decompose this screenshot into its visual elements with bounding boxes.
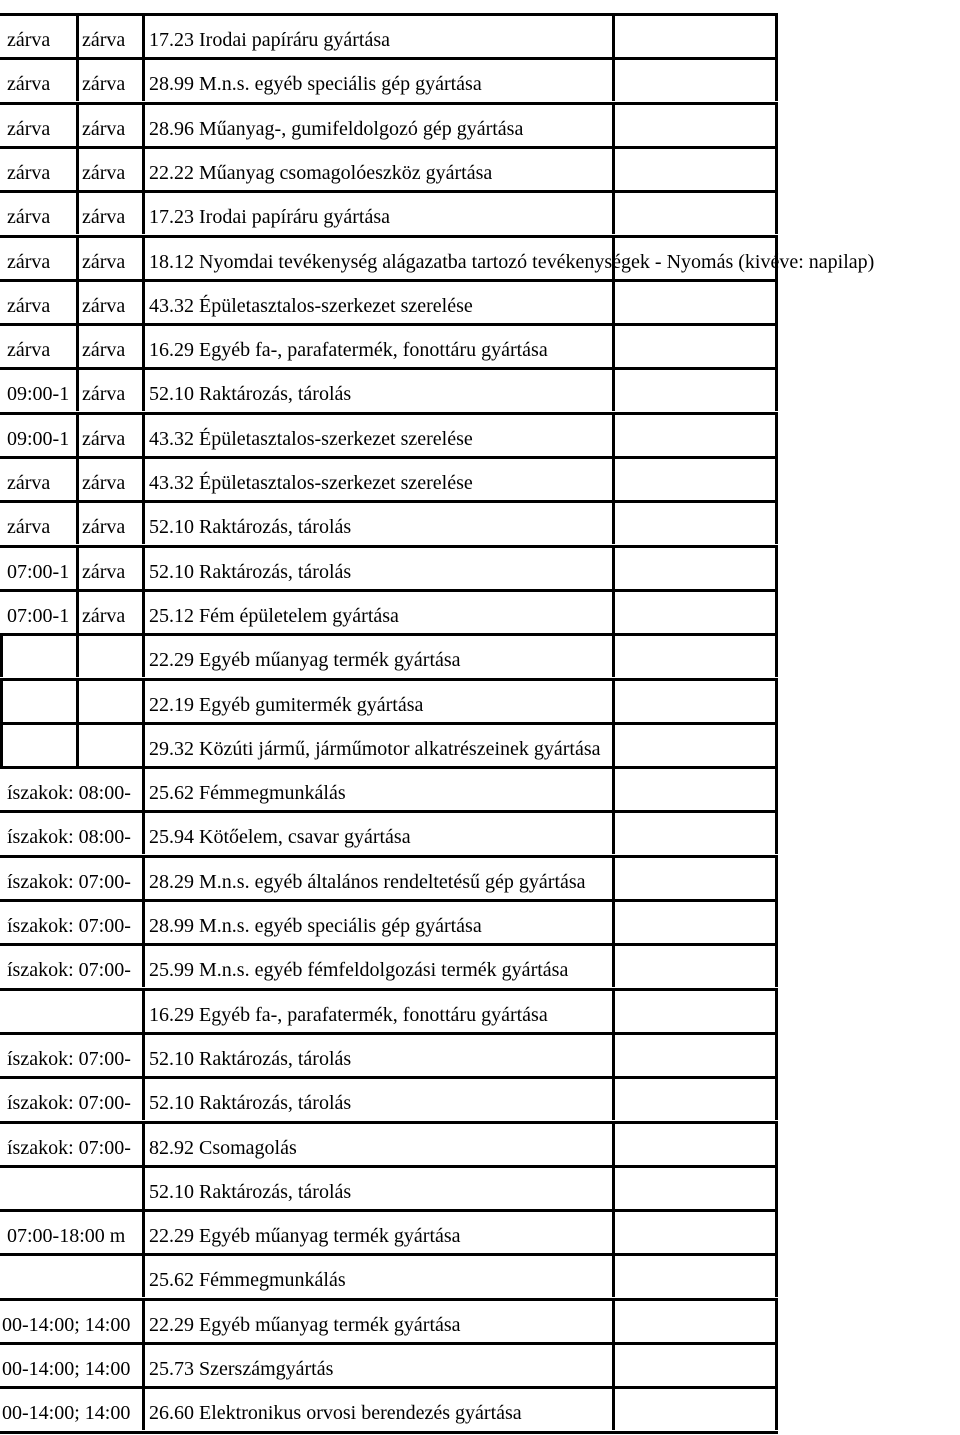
empty-cell — [612, 855, 778, 899]
activity-cell — [142, 367, 612, 411]
table-row — [0, 1253, 960, 1297]
empty-cell — [612, 456, 778, 500]
empty-cell — [612, 57, 778, 101]
activity-cell-text: 25.12 Fém épületelem gyártása — [149, 605, 399, 627]
activity-cell — [142, 190, 612, 234]
activity-cell-text: 43.32 Épületasztalos-szerkezet szerelése — [149, 428, 473, 450]
hours-cell-1 — [0, 412, 76, 456]
hours-cell-1 — [0, 678, 76, 722]
hours-merged-cell-text: 00-14:00; 14:00 — [2, 1358, 131, 1380]
empty-cell — [612, 1076, 778, 1120]
activity-cell-text: 17.23 Irodai papíráru gyártása — [149, 29, 391, 51]
table-row — [0, 279, 960, 323]
table-row — [0, 412, 960, 456]
empty-cell — [612, 1253, 778, 1297]
hours-cell-1-text: zárva — [7, 295, 51, 317]
activity-cell-text: 43.32 Épületasztalos-szerkezet szerelése — [149, 295, 473, 317]
activity-cell — [142, 456, 612, 500]
activity-cell-text: 28.96 Műanyag-, gumifeldolgozó gép gyártása — [149, 118, 524, 140]
activity-cell-text: 22.29 Egyéb műanyag termék gyártása — [149, 1225, 461, 1247]
hours-cell-2 — [76, 456, 142, 500]
empty-cell — [612, 412, 778, 456]
empty-cell — [612, 899, 778, 943]
activity-cell-text: 28.29 M.n.s. egyéb általános rendeltetésű gép gyártása — [149, 871, 586, 893]
activity-cell — [142, 57, 612, 101]
hours-merged-cell — [0, 1253, 142, 1297]
empty-cell — [612, 1032, 778, 1076]
hours-cell-1 — [0, 235, 76, 279]
hours-cell-2-text: zárva — [82, 251, 126, 273]
activity-cell — [142, 1032, 612, 1076]
activity-cell-text: 25.62 Fémmegmunkálás — [149, 1269, 346, 1291]
empty-cell — [612, 678, 778, 722]
empty-cell — [612, 1165, 778, 1209]
empty-cell — [612, 988, 778, 1032]
activity-cell — [142, 589, 612, 633]
table-row — [0, 1032, 960, 1076]
hours-cell-1-text: zárva — [7, 251, 51, 273]
activity-cell — [142, 766, 612, 810]
activity-cell — [142, 102, 612, 146]
table-row — [0, 899, 960, 943]
table-row — [0, 1342, 960, 1386]
activity-cell — [142, 235, 875, 279]
empty-cell — [612, 1209, 778, 1253]
table-row — [0, 190, 960, 234]
hours-merged-cell-text: íszakok: 07:00- — [7, 959, 131, 981]
hours-cell-2-text: zárva — [82, 162, 126, 184]
activity-cell-text: 22.29 Egyéb műanyag termék gyártása — [149, 1314, 461, 1336]
empty-cell — [612, 1298, 778, 1342]
table-row — [0, 1209, 960, 1253]
table-row — [0, 102, 960, 146]
hours-cell-2 — [76, 678, 142, 722]
hours-cell-2 — [76, 367, 142, 411]
activity-cell — [142, 810, 612, 854]
hours-cell-1-text: zárva — [7, 73, 51, 95]
empty-cell — [612, 279, 778, 323]
empty-cell — [612, 13, 778, 57]
table-row — [0, 722, 960, 766]
hours-merged-cell — [0, 855, 142, 899]
activity-cell — [142, 1342, 612, 1386]
table-row — [0, 1298, 960, 1342]
hours-cell-1 — [0, 722, 76, 766]
activity-cell — [142, 988, 612, 1032]
activity-cell-text: 43.32 Épületasztalos-szerkezet szerelése — [149, 472, 473, 494]
empty-cell — [612, 766, 778, 810]
hours-cell-2-text: zárva — [82, 605, 126, 627]
empty-cell — [612, 500, 778, 544]
hours-cell-1-text: 07:00-1 — [7, 605, 70, 627]
hours-cell-2-text: zárva — [82, 295, 126, 317]
hours-cell-2-text: zárva — [82, 428, 126, 450]
activity-cell — [142, 146, 612, 190]
empty-cell — [612, 1121, 778, 1165]
hours-cell-2-text: zárva — [82, 472, 126, 494]
table-bottom-border — [0, 1431, 778, 1434]
activity-cell-text: 16.29 Egyéb fa-, parafatermék, fonottáru gyártása — [149, 339, 548, 361]
activity-cell — [142, 855, 612, 899]
table-row — [0, 943, 960, 987]
hours-merged-cell — [0, 810, 142, 854]
table-row — [0, 1121, 960, 1165]
activity-cell-text: 25.99 M.n.s. egyéb fémfeldolgozási termék gyártása — [149, 959, 569, 981]
hours-cell-1 — [0, 190, 76, 234]
hours-cell-1-text: zárva — [7, 516, 51, 538]
activity-cell-text: 52.10 Raktározás, tárolás — [149, 1092, 352, 1114]
hours-cell-1 — [0, 57, 76, 101]
empty-cell — [612, 589, 778, 633]
hours-merged-cell-text: íszakok: 07:00- — [7, 871, 131, 893]
activity-cell-text: 17.23 Irodai papíráru gyártása — [149, 206, 391, 228]
hours-cell-2-text: zárva — [82, 73, 126, 95]
activity-cell-text: 28.99 M.n.s. egyéb speciális gép gyártása — [149, 73, 482, 95]
hours-merged-cell-text: 00-14:00; 14:00 — [2, 1402, 131, 1424]
table-row — [0, 988, 960, 1032]
activity-cell — [142, 1253, 612, 1297]
hours-cell-2 — [76, 102, 142, 146]
hours-merged-cell — [0, 1386, 142, 1430]
hours-merged-cell-text: íszakok: 08:00- — [7, 826, 131, 848]
hours-cell-2 — [76, 13, 142, 57]
hours-cell-2-text: zárva — [82, 206, 126, 228]
hours-cell-2 — [76, 633, 142, 677]
hours-cell-2-text: zárva — [82, 118, 126, 140]
activity-cell — [142, 633, 612, 677]
table-row — [0, 589, 960, 633]
hours-cell-2 — [76, 545, 142, 589]
activity-cell-text: 22.22 Műanyag csomagolóeszköz gyártása — [149, 162, 493, 184]
activity-cell-text: 25.73 Szerszámgyártás — [149, 1358, 334, 1380]
empty-cell — [612, 1342, 778, 1386]
empty-cell — [612, 323, 778, 367]
hours-cell-2-text: zárva — [82, 561, 126, 583]
activity-cell — [142, 412, 612, 456]
empty-cell — [612, 146, 778, 190]
activity-cell — [142, 722, 612, 766]
activity-cell-text: 52.10 Raktározás, tárolás — [149, 561, 352, 583]
hours-cell-1 — [0, 323, 76, 367]
hours-merged-cell — [0, 943, 142, 987]
hours-merged-cell — [0, 1209, 142, 1253]
hours-merged-cell — [0, 988, 142, 1032]
hours-cell-1-text: zárva — [7, 206, 51, 228]
activity-cell — [142, 943, 612, 987]
table-row — [0, 810, 960, 854]
hours-merged-cell — [0, 899, 142, 943]
hours-cell-1-text: zárva — [7, 29, 51, 51]
activity-cell — [142, 13, 612, 57]
table-row — [0, 633, 960, 677]
activity-cell-text: 29.32 Közúti jármű, járműmotor alkatrészeinek gyártása — [149, 738, 601, 760]
hours-cell-2 — [76, 146, 142, 190]
hours-merged-cell — [0, 1076, 142, 1120]
hours-cell-2 — [76, 57, 142, 101]
activity-cell — [142, 279, 612, 323]
table-row — [0, 678, 960, 722]
activity-cell-text: 25.62 Fémmegmunkálás — [149, 782, 346, 804]
activity-cell-text: 82.92 Csomagolás — [149, 1137, 297, 1159]
empty-cell — [612, 190, 778, 234]
activity-cell — [142, 1121, 612, 1165]
table-row — [0, 766, 960, 810]
activity-cell — [142, 678, 612, 722]
table-row — [0, 500, 960, 544]
hours-merged-cell-text: íszakok: 07:00- — [7, 1048, 131, 1070]
hours-cell-2-text: zárva — [82, 29, 126, 51]
hours-cell-1 — [0, 146, 76, 190]
empty-cell — [612, 722, 778, 766]
hours-cell-1 — [0, 589, 76, 633]
table-row — [0, 855, 960, 899]
hours-merged-cell-text: íszakok: 07:00- — [7, 1092, 131, 1114]
activity-cell — [142, 1386, 612, 1430]
table-row — [0, 235, 960, 279]
empty-cell — [612, 943, 778, 987]
hours-cell-1 — [0, 102, 76, 146]
hours-cell-2 — [76, 190, 142, 234]
hours-merged-cell-text: 07:00-18:00 m — [7, 1225, 126, 1247]
hours-merged-cell-text: 00-14:00; 14:00 — [2, 1314, 131, 1336]
activity-cell — [142, 500, 612, 544]
empty-cell — [612, 810, 778, 854]
activity-cell-text: 18.12 Nyomdai tevékenység alágazatba tartozó tevékenységek - Nyomás (kivéve: napilap) — [149, 251, 875, 273]
hours-cell-1 — [0, 456, 76, 500]
hours-cell-1-text: zárva — [7, 339, 51, 361]
table-row — [0, 1076, 960, 1120]
hours-cell-1-text: 09:00-1 — [7, 383, 70, 405]
table-row — [0, 367, 960, 411]
hours-merged-cell — [0, 1298, 142, 1342]
table-row — [0, 1386, 960, 1430]
hours-cell-1 — [0, 279, 76, 323]
activity-cell-text: 22.19 Egyéb gumitermék gyártása — [149, 694, 424, 716]
empty-cell — [612, 633, 778, 677]
table-row — [0, 323, 960, 367]
hours-merged-cell — [0, 1342, 142, 1386]
empty-cell — [612, 1386, 778, 1430]
activity-cell — [142, 1076, 612, 1120]
hours-merged-cell — [0, 1165, 142, 1209]
table-row — [0, 13, 960, 57]
table-row — [0, 57, 960, 101]
table-row — [0, 146, 960, 190]
hours-cell-1-text: 09:00-1 — [7, 428, 70, 450]
hours-merged-cell-text: íszakok: 08:00- — [7, 782, 131, 804]
table-row — [0, 456, 960, 500]
activity-cell-text: 16.29 Egyéb fa-, parafatermék, fonottáru gyártása — [149, 1004, 548, 1026]
empty-cell — [612, 102, 778, 146]
hours-cell-1-text: zárva — [7, 118, 51, 140]
hours-cell-2 — [76, 412, 142, 456]
hours-merged-cell — [0, 1121, 142, 1165]
activity-cell — [142, 1298, 612, 1342]
empty-cell — [612, 367, 778, 411]
activity-cell — [142, 1165, 612, 1209]
hours-cell-2 — [76, 279, 142, 323]
hours-cell-1 — [0, 500, 76, 544]
table-row — [0, 545, 960, 589]
hours-cell-2 — [76, 500, 142, 544]
activity-cell — [142, 899, 612, 943]
activity-cell — [142, 323, 612, 367]
hours-merged-cell — [0, 766, 142, 810]
activity-cell — [142, 1209, 612, 1253]
hours-cell-2 — [76, 722, 142, 766]
hours-merged-cell — [0, 1032, 142, 1076]
hours-cell-1-text: 07:00-1 — [7, 561, 70, 583]
hours-cell-2-text: zárva — [82, 383, 126, 405]
activity-cell-text: 52.10 Raktározás, tárolás — [149, 516, 352, 538]
hours-merged-cell-text: íszakok: 07:00- — [7, 1137, 131, 1159]
activity-cell-text: 52.10 Raktározás, tárolás — [149, 383, 352, 405]
hours-cell-1 — [0, 367, 76, 411]
hours-cell-2 — [76, 589, 142, 633]
activity-cell-text: 25.94 Kötőelem, csavar gyártása — [149, 826, 411, 848]
activity-cell-text: 28.99 M.n.s. egyéb speciális gép gyártása — [149, 915, 482, 937]
hours-cell-2-text: zárva — [82, 339, 126, 361]
activity-cell-text: 52.10 Raktározás, tárolás — [149, 1048, 352, 1070]
activity-cell-text: 22.29 Egyéb műanyag termék gyártása — [149, 649, 461, 671]
empty-cell — [612, 545, 778, 589]
activity-cell — [142, 545, 612, 589]
activity-cell-text: 26.60 Elektronikus orvosi berendezés gyártása — [149, 1402, 522, 1424]
activity-cell-text: 52.10 Raktározás, tárolás — [149, 1181, 352, 1203]
table-row — [0, 1165, 960, 1209]
hours-cell-1 — [0, 13, 76, 57]
hours-cell-2-text: zárva — [82, 516, 126, 538]
hours-cell-2 — [76, 235, 142, 279]
hours-cell-1-text: zárva — [7, 472, 51, 494]
hours-cell-1-text: zárva — [7, 162, 51, 184]
hours-cell-2 — [76, 323, 142, 367]
hours-cell-1 — [0, 633, 76, 677]
hours-merged-cell-text: íszakok: 07:00- — [7, 915, 131, 937]
hours-cell-1 — [0, 545, 76, 589]
